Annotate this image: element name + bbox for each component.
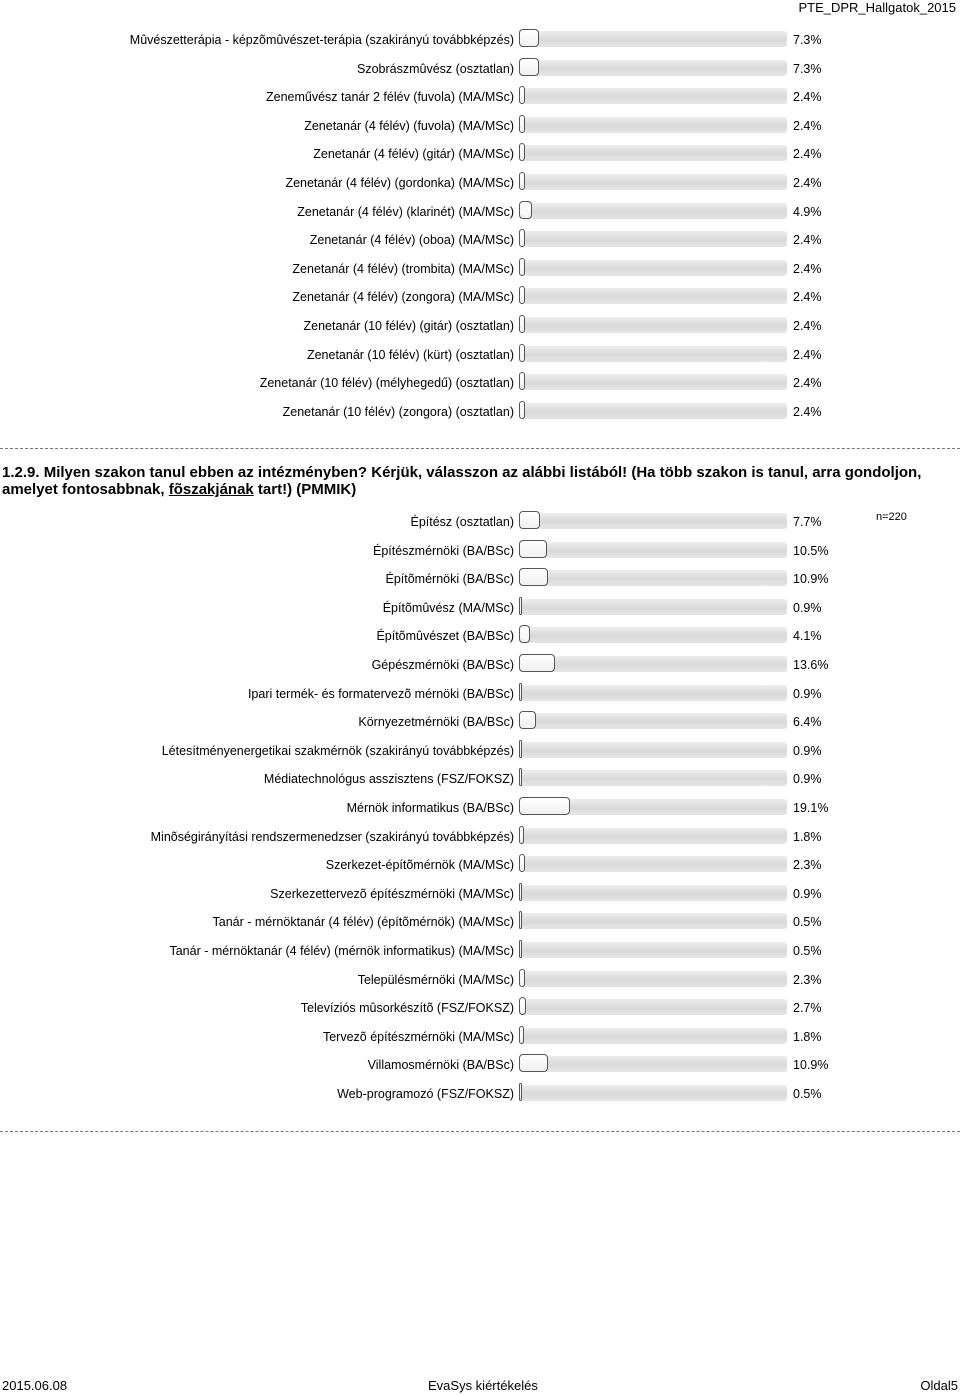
bar-fill	[519, 768, 522, 786]
answer-percent: 0.5%	[793, 1086, 822, 1101]
bar-fill	[519, 29, 539, 47]
answer-row	[0, 200, 960, 229]
bar-track	[519, 885, 787, 901]
bar-track	[519, 942, 787, 958]
answer-row	[0, 996, 960, 1025]
bar-track	[519, 145, 787, 161]
bar-track	[519, 60, 787, 76]
answer-label: Szobrászmûvész (osztatlan)	[356, 61, 514, 76]
answer-percent: 2.4%	[793, 147, 822, 162]
answer-percent: 7.7%	[793, 515, 822, 529]
question-text	[2, 464, 952, 498]
answer-row	[0, 796, 960, 825]
answer-percent: 2.4%	[793, 404, 822, 419]
answer-percent: 2.3%	[793, 972, 822, 987]
answer-label: Tanár - mérnöktanár (4 félév) (építõmérnök) (MA/MSc)	[212, 915, 514, 930]
bar-fill	[519, 654, 555, 672]
answer-percent: 13.6%	[793, 657, 829, 672]
answer-label: Építész (osztatlan)	[410, 515, 514, 529]
answer-label: Ipari termék- és formatervezõ mérnöki (BA/BSc)	[247, 686, 514, 701]
answer-row	[0, 510, 960, 539]
answer-label: Zenetanár (10 félév) (kürt) (osztatlan)	[306, 347, 514, 362]
bar-track	[519, 799, 787, 815]
bar-track	[519, 999, 787, 1015]
answer-row	[0, 596, 960, 625]
answer-percent: 0.9%	[793, 743, 822, 758]
section-divider	[0, 1131, 960, 1132]
answer-row	[0, 114, 960, 143]
bar-fill	[519, 344, 525, 362]
bar-fill	[519, 797, 570, 815]
bar-track	[519, 117, 787, 133]
bar-track	[519, 513, 787, 529]
question-text-underlined: fõszakjának	[168, 481, 254, 498]
answer-percent: 0.9%	[793, 686, 822, 701]
bar-track	[519, 828, 787, 844]
bar-track	[519, 346, 787, 362]
bar-track	[519, 374, 787, 390]
answer-row	[0, 1025, 960, 1054]
bar-track	[519, 317, 787, 333]
answer-percent: 2.4%	[793, 290, 822, 305]
bar-track	[519, 542, 787, 558]
answer-label: Zenetanár (4 félév) (fuvola) (MA/MSc)	[304, 118, 514, 133]
bar-track	[519, 1056, 787, 1072]
bar-fill	[519, 258, 525, 276]
answer-row	[0, 343, 960, 372]
answer-label: Zenetanár (4 félév) (zongora) (MA/MSc)	[292, 290, 514, 305]
bar-fill	[519, 568, 548, 586]
bar-track	[519, 260, 787, 276]
bar-track	[519, 770, 787, 786]
answer-label: Zenetanár (10 félév) (mélyhegedű) (osztatlan)	[259, 376, 514, 391]
answer-row	[0, 142, 960, 171]
answer-percent: 6.4%	[793, 715, 822, 730]
bar-fill	[519, 940, 522, 958]
answer-label: Zenetanár (4 félév) (gitár) (MA/MSc)	[313, 147, 514, 162]
bar-fill	[519, 540, 547, 558]
answer-label: Villamosmérnöki (BA/BSc)	[367, 1058, 514, 1073]
answer-row	[0, 567, 960, 596]
bar-track	[519, 971, 787, 987]
answer-row	[0, 910, 960, 939]
bar-fill	[519, 826, 524, 844]
answer-label: Szerkezet-építõmérnök (MA/MSc)	[325, 858, 514, 873]
bar-fill	[519, 711, 536, 729]
answer-percent: 4.1%	[793, 629, 822, 644]
question-text-main: 1.2.9. Milyen szakon tanul ebben az intézményben? Kérjük, válasszon az alábbi listából! (Ha több szakon is tanul, arra gondoljon, amelyet fontosabbnak,	[2, 464, 922, 498]
bar-fill	[519, 740, 522, 758]
answer-label: Településmérnöki (MA/MSc)	[357, 972, 514, 987]
answer-label: Médiatechnológus asszisztens (FSZ/FOKSZ)	[263, 772, 514, 787]
bar-track	[519, 203, 787, 219]
answer-row	[0, 825, 960, 854]
answer-label: Létesítményenergetikai szakmérnök (szakirányú továbbképzés)	[161, 743, 514, 758]
answer-percent: 0.9%	[793, 886, 822, 901]
answer-percent: 2.4%	[793, 233, 822, 248]
bar-track	[519, 742, 787, 758]
answer-row	[0, 285, 960, 314]
bar-fill	[519, 683, 522, 701]
bar-track	[519, 31, 787, 47]
bar-track	[519, 913, 787, 929]
answer-percent: 2.4%	[793, 118, 822, 133]
answer-label: Gépészmérnöki (BA/BSc)	[371, 657, 514, 672]
answer-row	[0, 682, 960, 711]
answer-row	[0, 85, 960, 114]
answer-label: Tervezõ építészmérnöki (MA/MSc)	[322, 1029, 514, 1044]
answer-percent: 10.5%	[793, 543, 829, 558]
answer-row	[0, 228, 960, 257]
answer-percent: 0.5%	[793, 943, 822, 958]
bar-fill	[519, 115, 525, 133]
bar-fill	[519, 372, 525, 390]
bar-track	[519, 403, 787, 419]
answer-label: Környezetmérnöki (BA/BSc)	[358, 715, 514, 730]
answer-percent: 2.4%	[793, 318, 822, 333]
answer-label: Web-programozó (FSZ/FOKSZ)	[337, 1086, 514, 1101]
footer-title: EvaSys kiértékelés	[428, 1378, 538, 1393]
answer-row	[0, 314, 960, 343]
bar-fill	[519, 286, 525, 304]
answer-label: Zenetanár (4 félév) (oboa) (MA/MSc)	[309, 233, 514, 248]
bar-fill	[519, 511, 540, 529]
answer-label: Mérnök informatikus (BA/BSc)	[346, 800, 514, 815]
answer-list-bottom	[0, 510, 960, 1110]
bar-track	[519, 627, 787, 643]
bar-fill	[519, 315, 525, 333]
bar-fill	[519, 625, 530, 643]
bar-track	[519, 231, 787, 247]
answer-label: Zenetanár (10 félév) (zongora) (osztatlan)	[282, 404, 514, 419]
answer-row	[0, 882, 960, 911]
bar-fill	[519, 58, 539, 76]
question-text-end: tart!) (PMMIK)	[253, 481, 357, 498]
answer-list-top	[0, 28, 960, 428]
bar-fill	[519, 401, 525, 419]
answer-row	[0, 400, 960, 429]
answer-label: Minõségirányítási rendszermenedzser (szakirányú továbbképzés)	[150, 829, 514, 844]
document-id: PTE_DPR_Hallgatok_2015	[798, 0, 956, 15]
answer-percent: 2.4%	[793, 261, 822, 276]
answer-label: Építõmûvészet (BA/BSc)	[376, 629, 514, 644]
answer-row	[0, 539, 960, 568]
answer-row	[0, 939, 960, 968]
answer-percent: 10.9%	[793, 1058, 829, 1073]
answer-percent: 0.9%	[793, 772, 822, 787]
bar-fill	[519, 969, 525, 987]
bar-track	[519, 1085, 787, 1101]
bar-fill	[519, 854, 525, 872]
answer-label: Tanár - mérnöktanár (4 félév) (mérnök informatikus) (MA/MSc)	[169, 943, 514, 958]
answer-row	[0, 767, 960, 796]
bar-fill	[519, 201, 532, 219]
bar-fill	[519, 229, 525, 247]
section-divider	[0, 448, 960, 449]
answer-label: Építõmûvész (MA/MSc)	[382, 600, 514, 615]
answer-row	[0, 1082, 960, 1111]
answer-percent: 7.3%	[793, 61, 822, 76]
answer-percent: 7.3%	[793, 33, 822, 47]
answer-row	[0, 171, 960, 200]
bar-fill	[519, 883, 522, 901]
answer-percent: 2.7%	[793, 1001, 822, 1016]
bar-track	[519, 174, 787, 190]
answer-label: Építészmérnöki (BA/BSc)	[372, 543, 514, 558]
answer-label: Zenetanár (4 félév) (gordonka) (MA/MSc)	[285, 175, 514, 190]
bar-fill	[519, 911, 522, 929]
footer-date: 2015.06.08	[2, 1378, 68, 1393]
bar-track	[519, 599, 787, 615]
bar-track	[519, 685, 787, 701]
answer-percent: 0.9%	[793, 600, 822, 615]
answer-label: Zenetanár (4 félév) (klarinét) (MA/MSc)	[297, 204, 514, 219]
answer-label: Zeneművész tanár 2 félév (fuvola) (MA/MSc)	[266, 90, 514, 105]
answer-label: Zenetanár (10 félév) (gitár) (osztatlan)	[303, 318, 514, 333]
answer-percent: 2.4%	[793, 376, 822, 391]
answer-row	[0, 28, 960, 57]
answer-percent: 10.9%	[793, 572, 829, 587]
bar-track	[519, 1028, 787, 1044]
answer-row	[0, 257, 960, 286]
answer-percent: 4.9%	[793, 204, 822, 219]
bar-fill	[519, 1054, 548, 1072]
bar-track	[519, 88, 787, 104]
bar-fill	[519, 172, 525, 190]
answer-percent: 2.3%	[793, 858, 822, 873]
answer-row	[0, 653, 960, 682]
bar-track	[519, 288, 787, 304]
bar-fill	[519, 997, 526, 1015]
answer-percent: 19.1%	[793, 800, 829, 815]
answer-row	[0, 739, 960, 768]
bar-fill	[519, 143, 525, 161]
answer-percent: 2.4%	[793, 90, 822, 105]
bar-fill	[519, 86, 525, 104]
answer-label: Zenetanár (4 félév) (trombita) (MA/MSc)	[292, 261, 514, 276]
answer-row	[0, 1053, 960, 1082]
answer-percent: 2.4%	[793, 175, 822, 190]
answer-row	[0, 57, 960, 86]
answer-row	[0, 371, 960, 400]
answer-label: Építõmérnöki (BA/BSc)	[385, 572, 514, 587]
answer-row	[0, 710, 960, 739]
bar-fill	[519, 1083, 522, 1101]
respondent-count: n=220	[876, 511, 907, 523]
bar-fill	[519, 1026, 524, 1044]
answer-label: Mûvészetterápia - képzõmûvészet-terápia (szakirányú továbbképzés)	[129, 33, 514, 47]
answer-label: Televíziós mûsorkészítõ (FSZ/FOKSZ)	[300, 1001, 514, 1016]
answer-label: Szerkezettervezõ építészmérnöki (MA/MSc)	[270, 886, 514, 901]
answer-percent: 1.8%	[793, 1029, 822, 1044]
answer-percent: 1.8%	[793, 829, 822, 844]
answer-percent: 0.5%	[793, 915, 822, 930]
answer-row	[0, 853, 960, 882]
bar-track	[519, 856, 787, 872]
bar-track	[519, 570, 787, 586]
answer-percent: 2.4%	[793, 347, 822, 362]
footer-page: Oldal5	[920, 1378, 958, 1393]
bar-track	[519, 713, 787, 729]
answer-row	[0, 624, 960, 653]
answer-row	[0, 968, 960, 997]
bar-track	[519, 656, 787, 672]
bar-fill	[519, 597, 522, 615]
